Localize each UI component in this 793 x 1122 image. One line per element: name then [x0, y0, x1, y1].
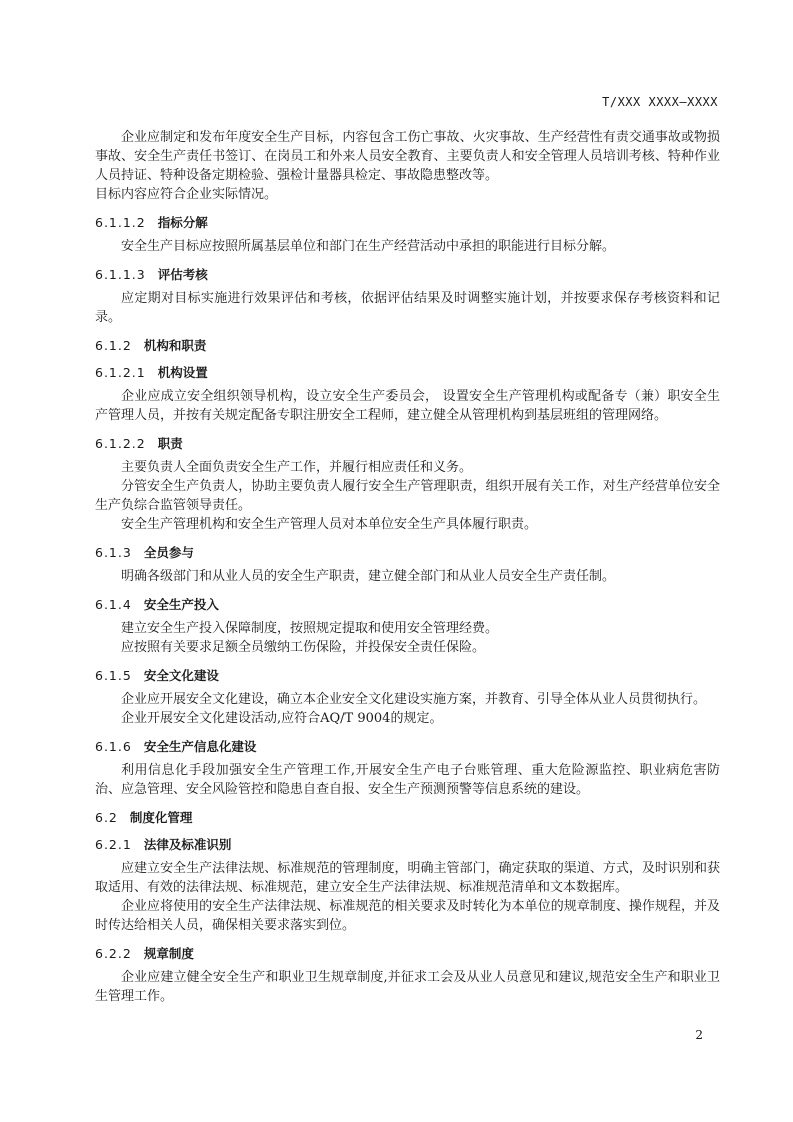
paragraph: 企业应将使用的安全生产法律法规、标准规范的相关要求及时转化为本单位的规章制度、操作规程，并及时传达给相关人员，确保相关要求落实到位。	[95, 899, 720, 933]
paragraph: 明确各级部门和从业人员的安全生产职责，建立健全部门和从业人员安全生产责任制。	[121, 569, 616, 584]
section-number: 6.1.1.3	[95, 267, 146, 282]
section-number: 6.1.1.2	[95, 215, 146, 230]
section-heading	[95, 667, 720, 684]
paragraph: 企业应开展安全文化建设，确立本企业安全文化建设实施方案，并教育、引导全体从业人员贯彻执行。	[121, 692, 707, 707]
section-heading	[95, 337, 720, 354]
section-title: 安全生产投入	[143, 597, 219, 612]
paragraph: 应按照有关要求足额全员缴纳工伤保险，并投保安全责任保险。	[121, 640, 486, 655]
section-title: 规章制度	[143, 946, 194, 961]
section-heading	[95, 738, 720, 755]
document-code: T/XXX XXXX—XXXX	[602, 95, 718, 109]
paragraph: 应定期对目标实施进行效果评估和考核，依据评估结果及时调整实施计划，并按要求保存考核资料和记录。	[95, 291, 720, 325]
section-heading	[95, 544, 720, 561]
section-title: 法律及标准识别	[143, 837, 232, 852]
section-heading	[95, 435, 720, 452]
section-number: 6.1.3	[95, 545, 132, 560]
section-heading	[95, 364, 720, 381]
section-heading	[95, 596, 720, 613]
paragraph: 建立安全生产投入保障制度，按照规定提取和使用安全管理经费。	[121, 621, 499, 636]
section-number: 6.2.1	[95, 837, 132, 852]
section-number: 6.2	[95, 810, 118, 825]
paragraph: 利用信息化手段加强安全生产管理工作,开展安全生产电子台账管理、重大危险源监控、职业病危害防治、应急管理、安全风险管控和隐患自查自报、安全生产预测预警等信息系统的建设。	[95, 763, 720, 797]
section-number: 6.1.6	[95, 739, 132, 754]
section-title: 机构设置	[157, 365, 208, 380]
section-title: 安全文化建设	[143, 668, 219, 683]
section-number: 6.1.2	[95, 338, 132, 353]
section-heading	[95, 214, 720, 231]
section-title: 安全生产信息化建设	[143, 739, 257, 754]
paragraph: 安全生产目标应按照所属基层单位和部门在生产经营活动中承担的职能进行目标分解。	[121, 239, 616, 254]
paragraph: 应建立安全生产法律法规、标准规范的管理制度，明确主管部门，确定获取的渠道、方式，及时识别和获取适用、有效的法律法规、标准规范，建立安全生产法律法规、标准规范清单和文本数据库。	[95, 861, 720, 895]
section-heading	[95, 836, 720, 853]
paragraph: 企业应制定和发布年度安全生产目标，内容包含工伤亡事故、火灾事故、生产经营性有责交通事故或物损事故、安全生产责任书签订、在岗员工和外来人员安全教育、主要负责人和安全管理人员培训考核、特种作业人员持证、特种设备定期检验、强检计量器具检定、事故隐患整改等。	[95, 130, 720, 183]
section-number: 6.1.5	[95, 668, 132, 683]
paragraph: 企业应建立健全安全生产和职业卫生规章制度,并征求工会及从业人员意见和建议,规范安全生产和职业卫生管理工作。	[95, 970, 720, 1004]
paragraph: 主要负责人全面负责安全生产工作，并履行相应责任和义务。	[121, 460, 473, 475]
paragraph: 企业开展安全文化建设活动,应符合AQ/T 9004的规定。	[121, 711, 443, 726]
section-number: 6.1.2.2	[95, 436, 146, 451]
document-body	[95, 128, 720, 1006]
section-heading	[95, 809, 720, 826]
section-title: 制度化管理	[129, 810, 193, 825]
section-title: 全员参与	[143, 545, 194, 560]
paragraph: 安全生产管理机构和安全生产管理人员对本单位安全生产具体履行职责。	[121, 517, 538, 532]
paragraph: 企业应成立安全组织领导机构，设立安全生产委员会， 设置安全生产管理机构或配备专（兼）职安全生产管理人员，并按有关规定配备专职注册安全工程师，建立健全从管理机构到基层班组的管理网络。	[95, 389, 720, 423]
paragraph: 分管安全生产负责人，协助主要负责人履行安全生产管理职责，组织开展有关工作，对生产经营单位安全生产负综合监管领导责任。	[95, 479, 720, 513]
section-title: 评估考核	[157, 267, 208, 282]
section-heading	[95, 266, 720, 283]
section-title: 指标分解	[157, 215, 208, 230]
paragraph: 目标内容应符合企业实际情况。	[95, 187, 278, 202]
page-number: 2	[695, 1028, 703, 1042]
section-heading	[95, 945, 720, 962]
section-title: 机构和职责	[143, 338, 207, 353]
section-number: 6.1.4	[95, 597, 132, 612]
section-title: 职责	[157, 436, 183, 451]
section-number: 6.1.2.1	[95, 365, 146, 380]
section-number: 6.2.2	[95, 946, 132, 961]
